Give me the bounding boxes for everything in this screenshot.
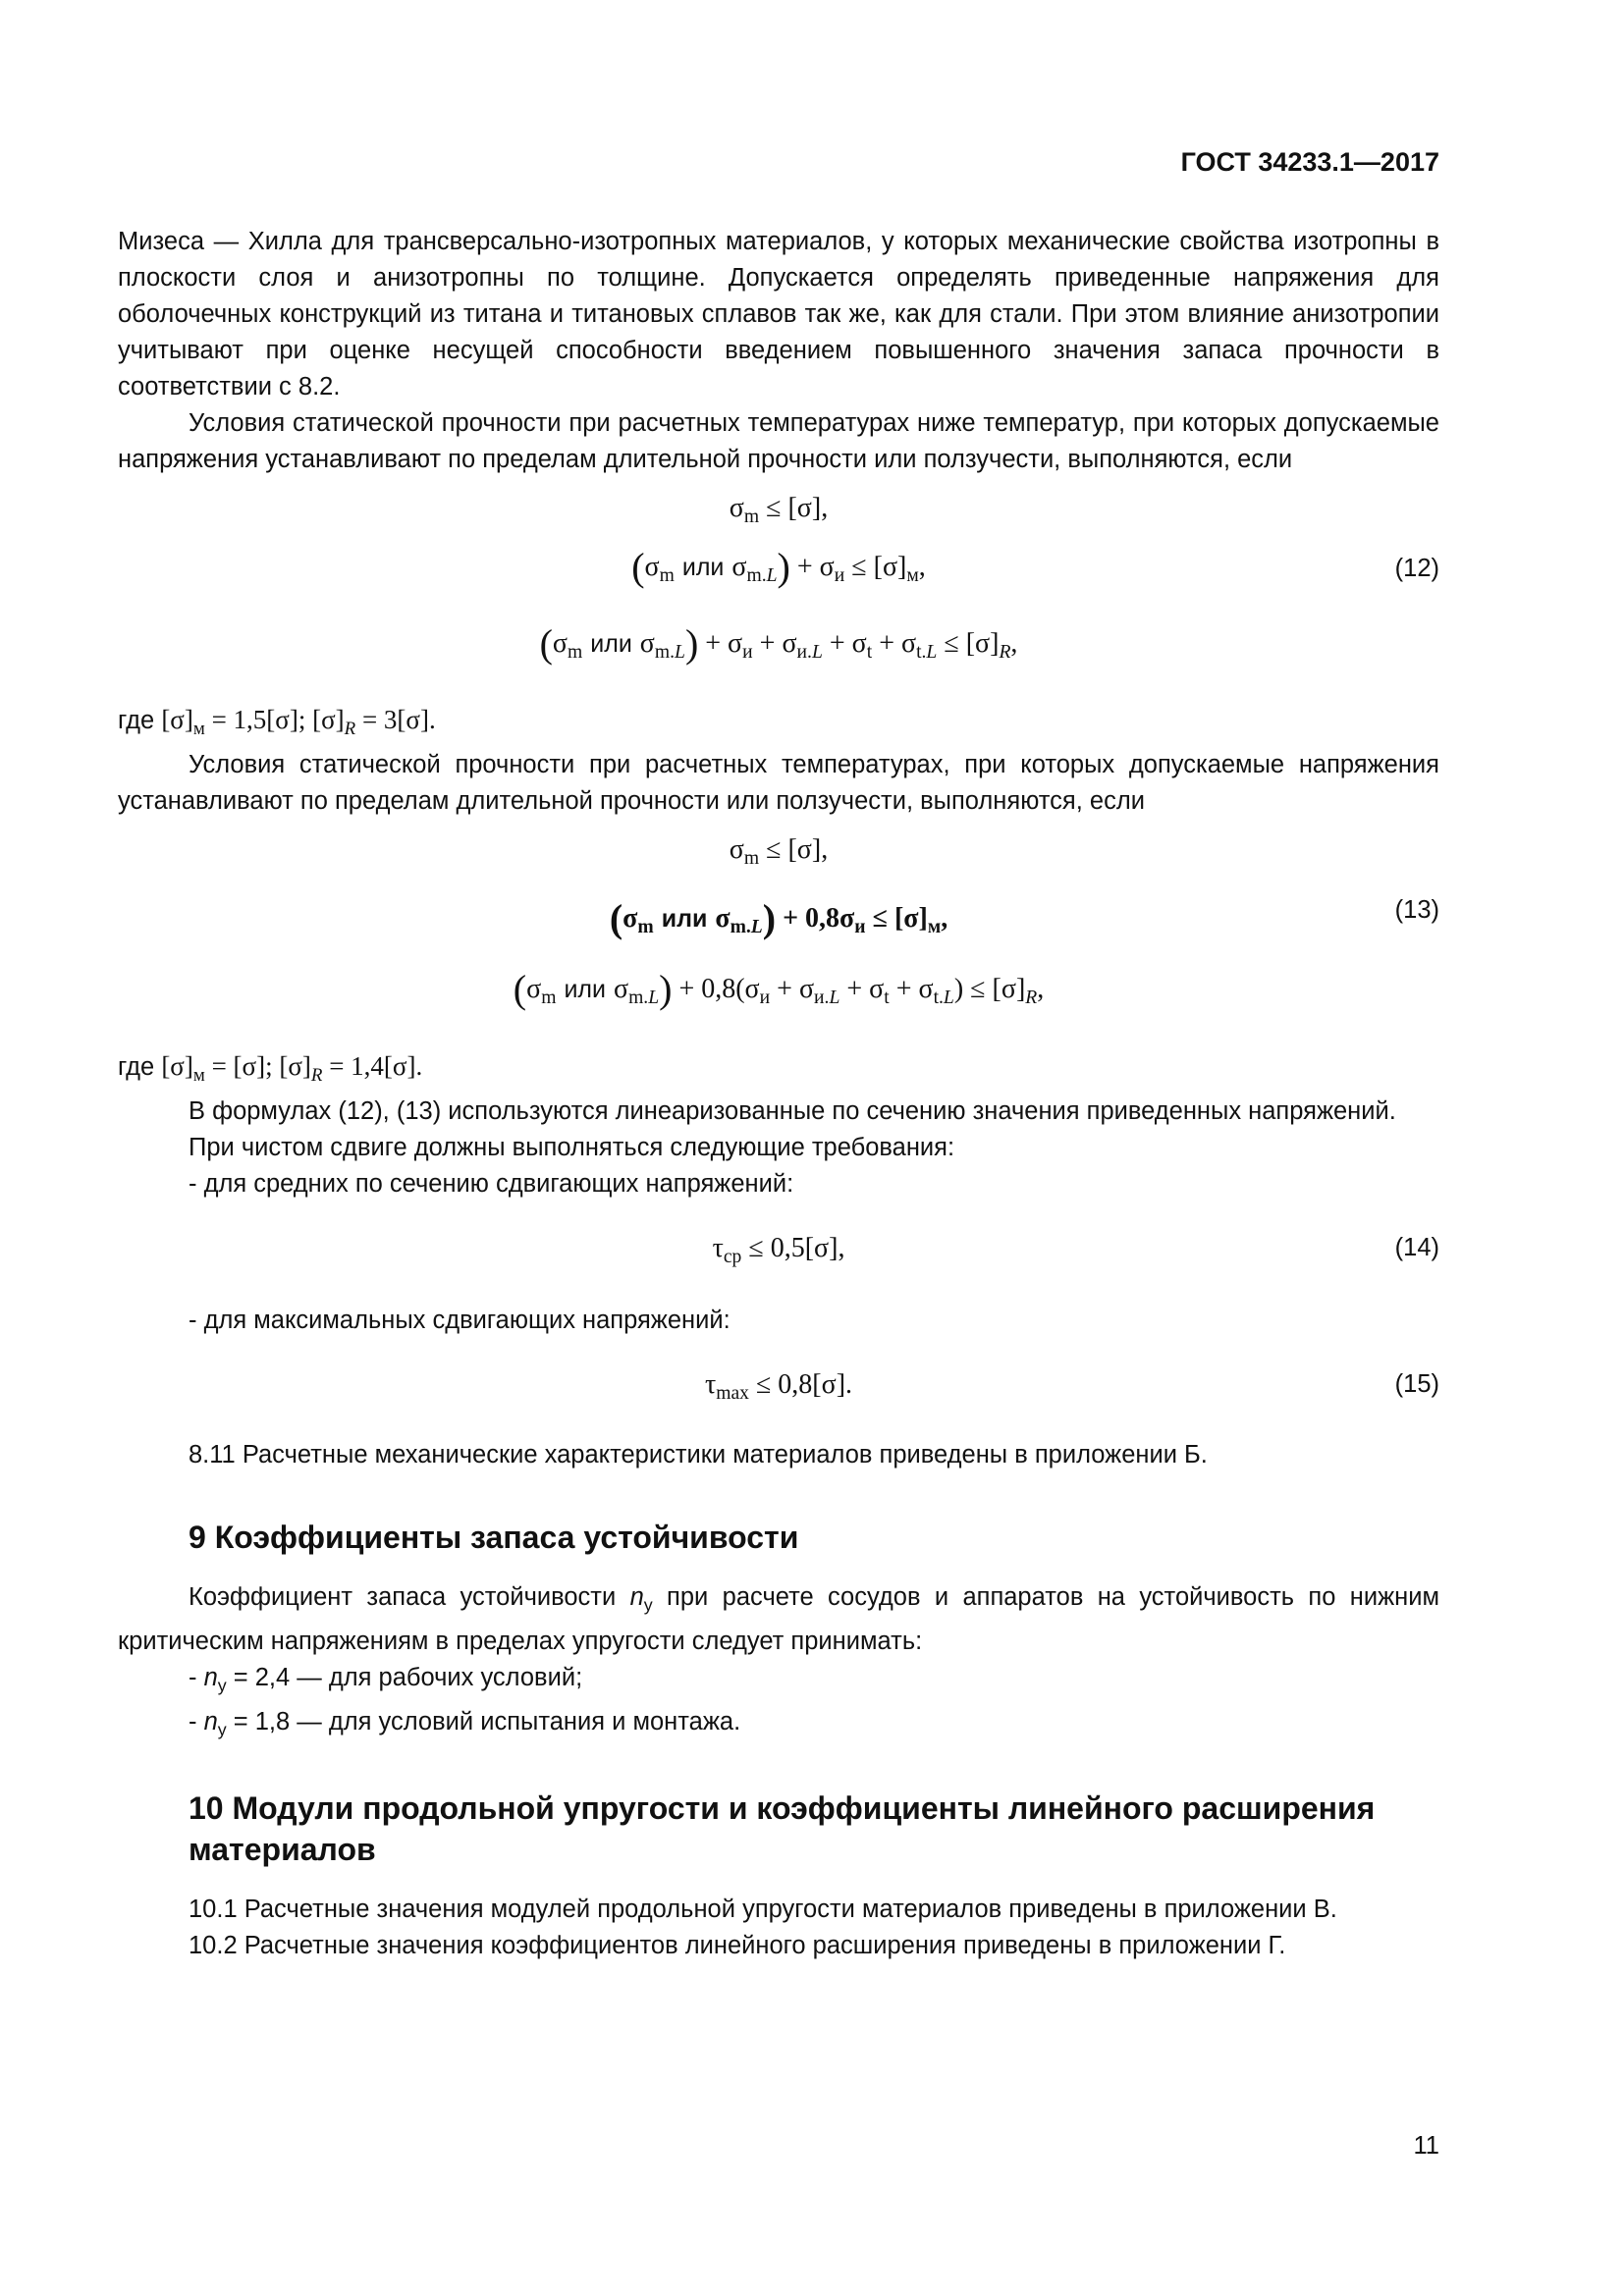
paragraph-mises-hill: Мизеса — Хилла для трансверсально-изотропных материалов, у которых механические свойства изотропны в плоскости слоя и анизотропны по толщине. Допускается определять приведенные напряжения для оболочечных конструкций из титана и титановых сплавов так же, как для стали. При этом влияние анизотропии учитывают при оценке несущей способности введением повышенного значения запаса прочности в соответствии с 8.2. xyxy=(118,228,1439,400)
formula-12-line-1: $\sigma_m \le [\sigma]$, xyxy=(729,493,829,527)
where-line-13: где $[\sigma]_м = [\sigma]$; $[\sigma]_R = 1,4[\sigma]$. xyxy=(118,1051,423,1086)
document-header: ГОСТ 34233.1—2017 xyxy=(1180,147,1439,177)
formula-15: $\tau_{max} \le 0,8[\sigma]$. (15) xyxy=(118,1339,1439,1427)
paragraph-10-2: 10.2 Расчетные значения коэффициентов линейного расширения приведены в приложении Г. xyxy=(189,1932,1286,1959)
paragraph-stability-factor: Коэффициент запаса устойчивости $n_у$ при расчете сосудов и аппаратов на устойчивость по нижним критическим напряжениям в пределах упругости следует принимать: xyxy=(118,1583,1439,1655)
formula-13-line-2: ($\sigma_m$ или $\sigma_{m.L}) + 0,8\sigma_и \le [\sigma]_м$, (13) xyxy=(118,879,1439,947)
list-item-max-shear: - для максимальных сдвигающих напряжений: xyxy=(189,1307,731,1334)
formula-number-14: (14) xyxy=(1394,1234,1439,1261)
formula-14: $\tau_{ср} \le 0,5[\sigma]$, (14) xyxy=(118,1202,1439,1291)
list-item-working: - $n_у = 2,4$ — для рабочих условий; xyxy=(189,1664,583,1695)
section-9-heading: 9 Коэффициенты запаса устойчивости xyxy=(189,1520,799,1555)
formula-12-line-3: ($\sigma_m$ или $\sigma_{m.L}) + \sigma_и + \sigma_{и.L} + \sigma_t + \sigma_{t.L} \le [\sigma]_R$, xyxy=(539,621,1018,666)
list-item-testing: - $n_у = 1,8$ — для условий испытания и монтажа. xyxy=(189,1708,741,1739)
formula-number-13: (13) xyxy=(1394,896,1439,924)
paragraph-pure-shear: При чистом сдвиге должны выполняться следующие требования: xyxy=(189,1134,955,1161)
page-body xyxy=(118,224,1439,1964)
formula-12-line-2: ($\sigma_m$ или $\sigma_{m.L}) + \sigma_и \le [\sigma]_м$, (12) xyxy=(631,545,1439,589)
paragraph-10-1: 10.1 Расчетные значения модулей продольной упругости материалов приведены в приложении В. xyxy=(189,1896,1337,1923)
list-item-mean-shear: - для средних по сечению сдвигающих напряжений: xyxy=(189,1170,794,1198)
formula-number-15: (15) xyxy=(1394,1370,1439,1398)
paragraph-8-11: 8.11 Расчетные механические характеристики материалов приведены в приложении Б. xyxy=(189,1441,1208,1468)
page-number: 11 xyxy=(1413,2132,1439,2160)
formula-13-line-3: ($\sigma_m$ или $\sigma_{m.L}) + 0,8(\sigma_и + \sigma_{и.L} + \sigma_t + \sigma_{t.L}) \le [\sigma]_R$, xyxy=(513,967,1045,1011)
paragraph-static-strength-at: Условия статической прочности при расчетных температурах, при которых допускаемые напряжения устанавливают по пределам длительной прочности или ползучести, выполняются, если xyxy=(118,751,1439,815)
paragraph-static-strength-below: Условия статической прочности при расчетных температурах ниже температур, при которых допускаемые напряжения устанавливают по пределам длительной прочности или ползучести, выполняются, если xyxy=(118,409,1439,473)
formula-13-line-1: $\sigma_m \le [\sigma]$, xyxy=(729,834,829,869)
where-line-12: где $[\sigma]_м = 1,5[\sigma]$; $[\sigma]_R = 3[\sigma]$. xyxy=(118,705,436,739)
formula-number-12: (12) xyxy=(1394,555,1439,582)
paragraph-linearized: В формулах (12), (13) используются линеаризованные по сечению значения приведенных напряжений. xyxy=(189,1097,1396,1125)
section-10-heading: 10 Модули продольной упругости и коэффициенты линейного расширения материалов xyxy=(189,1790,1376,1867)
